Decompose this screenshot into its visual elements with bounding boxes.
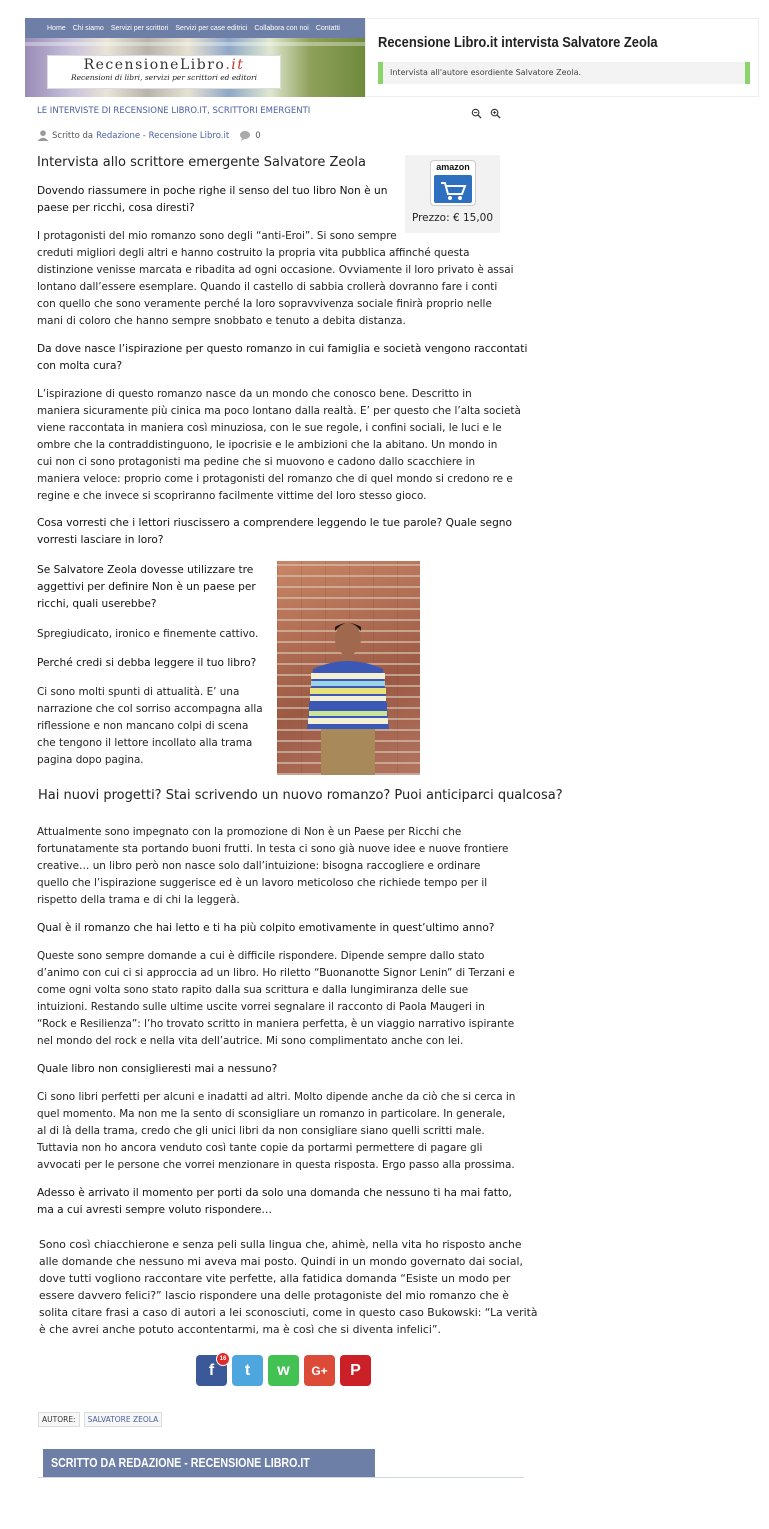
googleplus-icon: G+ [311, 1363, 328, 1378]
category-emergenti[interactable]: SCRITTORI EMERGENTI [212, 106, 311, 116]
zoom-out-icon[interactable] [471, 108, 482, 119]
answer-9: Sono così chiacchierone e senza peli sulla lingua che, ahimè, nella vita ho risposto anche alle domande che nessuno mi aveva mai posto. Quindi in un mondo governato dai social, dove tutti vogliono raccontare vite perfette, alla fatidica domanda “Esiste un modo per essere davvero felici?” lascio rispondere una delle protagoniste del mio romanzo che è solita citare frasi a caso di autori a lei sconosciuti, come in questo caso Bukowski: “La verità è che avrei anche potuto accontentarmi, ma è così che si diventa infelici”. [39, 1238, 538, 1336]
author-row [37, 130, 261, 141]
comment-count[interactable]: 0 [255, 130, 261, 141]
banner-decoration [25, 42, 365, 46]
headline-strip [378, 62, 750, 84]
written-by-label: Scritto da [52, 130, 94, 141]
logo-ext: .it [225, 57, 245, 73]
question-7: Qual è il romanzo che hai letto e ti ha più colpito emotivamente in quest’ultimo anno? [37, 922, 495, 934]
article-title: Intervista allo scrittore emergente Salvatore Zeola [37, 155, 366, 170]
author-box [38, 1449, 524, 1478]
googleplus-share-button[interactable] [304, 1355, 335, 1386]
category-separator: , [207, 106, 213, 116]
category-links [37, 106, 310, 116]
whatsapp-share-button[interactable] [268, 1355, 299, 1386]
amazon-label: amazon [436, 162, 470, 172]
question-2: Da dove nasce l’ispirazione per questo romanzo in cui famiglia e società vengono raccontati con molta cura? [37, 343, 528, 372]
question-8: Quale libro non consiglieresti mai a nessuno? [37, 1063, 278, 1075]
logo-tagline: Recensioni di libri, servizi per scrittori ed editori [70, 73, 258, 82]
share-count-badge: 16 [216, 1352, 230, 1366]
twitter-icon: t [244, 1361, 251, 1379]
header-banner [25, 18, 365, 97]
nav-item-servizi-scrittori[interactable]: Servizi per scrittori [110, 24, 169, 32]
author-box-title[interactable] [43, 1449, 375, 1477]
answer-5: Ci sono molti spunti di attualità. E’ una narrazione che col sorriso accompagna alla riflessione e non mancano colpi di scena che tengono il lettore incollato alla trama pagina dopo pagina. [37, 686, 263, 766]
facebook-share-button[interactable] [196, 1355, 227, 1386]
zoom-in-icon[interactable] [490, 108, 501, 119]
question-5: Perché credi si debba leggere il tuo libro? [37, 657, 257, 669]
twitter-share-button[interactable] [232, 1355, 263, 1386]
site-logo[interactable] [47, 55, 281, 89]
amazon-logo[interactable] [430, 160, 476, 206]
pinterest-icon: P [350, 1361, 361, 1379]
headline-box [365, 18, 759, 97]
top-nav [25, 18, 365, 38]
nav-item-home[interactable]: Home [47, 24, 66, 32]
pinterest-share-button[interactable] [340, 1355, 371, 1386]
question-4: Se Salvatore Zeola dovesse utilizzare tre aggettivi per definire Non è un paese per ricchi, quali userebbe? [37, 564, 256, 610]
logo-title [48, 57, 280, 73]
whatsapp-icon: w [277, 1361, 290, 1379]
price-label: Prezzo: € 15,00 [411, 212, 494, 224]
headline-subtitle: Intervista all'autore esordiente Salvatore Zeola. [390, 68, 582, 77]
tags-label: AUTORE: [38, 1412, 80, 1427]
answer-2: L’ispirazione di questo romanzo nasce da un mondo che conosco bene. Descritto in maniera sicuramente più cinica ma poco lontano dalla realtà. E’ per questo che l’alta società viene raccontata in maniera così minuziosa, con le sue regole, i confini sociali, le luci e le ombre che la contraddistinguono, le ipocrisie e le ambizioni che la abitano. Un mondo in cui non ci sono protagonisti ma pedine che si muovono e cadono dallo scacchiere in maniera veloce: proprio come i protagonisti del romanzo che di quel mondo si credono re e regine e che invece si scopriranno facilmente vittime del loro stesso gioco. [37, 388, 521, 502]
author-box-title-text: SCRITTO DA REDAZIONE - RECENSIONE LIBRO.IT [51, 1455, 310, 1470]
answer-6: Attualmente sono impegnato con la promozione di Non è un Paese per Ricchi che fortunatamente sta portando buoni frutti. In testa ci sono già nuove idee e nuove frontiere creative… un libro però non nasce solo dall’intuizione: bisogna raccogliere e ordinare quello che l’ispirazione suggerisce ed è un lavoro meticoloso che richiede tempo per il rispetto della trama e di chi la leggerà. [37, 826, 509, 906]
author-photo [277, 561, 420, 775]
question-3: Cosa vorresti che i lettori riuscissero a comprendere leggendo le tue parole? Quale segno vorresti lasciare in loro? [37, 517, 512, 546]
nav-item-chi-siamo[interactable]: Chi siamo [72, 24, 104, 32]
answer-1: I protagonisti del mio romanzo sono degli “anti-Eroi”. Si sono sempre creduti migliori degli altri e hanno costruito la propria vita pubblica affinché questa distinzione venisse marcata e ribadita ad ogni occasione. Ovviamente il loro privato è assai lontano dall’essere esemplare. Quando il castello di sabbia crollerà dovranno fare i conti con quello che sono veramente perché la loro sopravvivenza sociale finirà proprio nelle mani di coloro che hanno sempre snobbato e tenuto a debita distanza. [37, 230, 514, 327]
headline-title: Recensione Libro.it intervista Salvatore Zeola [378, 34, 658, 51]
nav-item-contatti[interactable]: Contatti [315, 24, 340, 32]
comment-icon[interactable] [232, 130, 252, 141]
facebook-icon: f [208, 1361, 215, 1379]
answer-4: Spregiudicato, ironico e finemente cattivo. [37, 628, 259, 640]
tags-row [38, 1412, 162, 1427]
answer-8: Ci sono libri perfetti per alcuni e inadatti ad altri. Molto dipende anche da ciò che si cerca in quel momento. Ma non me la sento di sconsigliare un romanzo in particolare. In generale, al di là della trama, credo che gli unici libri da non consigliare siano quelli scritti male. Tuttavia non ho ancora venduto così tante copie da portarmi permettere di pagare gli avvocati per le persone che vorrei menzionare in questa risposta. Ergo passo alla prossima. [37, 1091, 516, 1171]
question-1: Dovendo riassumere in poche righe il senso del tuo libro Non è un paese per ricchi, cosa diresti? [37, 185, 388, 214]
share-bar [196, 1355, 371, 1386]
amazon-box[interactable] [405, 155, 500, 233]
question-6: Hai nuovi progetti? Stai scrivendo un nuovo romanzo? Puoi anticiparci qualcosa? [38, 788, 563, 803]
question-9: Adesso è arrivato il momento per porti da solo una domanda che nessuno ti ha mai fatto, ma a cui avresti sempre voluto rispondere… [37, 1187, 512, 1216]
author-figure [299, 617, 397, 775]
nav-item-servizi-editrici[interactable]: Servizi per case editrici [175, 24, 248, 32]
cart-icon [434, 175, 472, 203]
tag-salvatore-zeola[interactable]: SALVATORE ZEOLA [84, 1412, 163, 1427]
author-link[interactable]: Redazione - Recensione Libro.it [96, 130, 230, 141]
category-interviste[interactable]: LE INTERVISTE DI RECENSIONE LIBRO.IT [37, 106, 208, 116]
user-icon [37, 130, 49, 141]
nav-item-collabora[interactable]: Collabora con noi [254, 24, 309, 32]
logo-name: RecensioneLibro [83, 57, 226, 73]
answer-7: Queste sono sempre domande a cui è difficile rispondere. Dipende sempre dallo stato d’animo con cui ci si approccia ad un libro. Ho riletto “Buonanotte Signor Lenin” di Terzani e come ogni volta sono stato rapito dalla sua scrittura e dalla lungimiranza delle sue intuizioni. Restando sulle ultime uscite vorrei segnalare il racconto di Paola Maugeri in “Rock e Resilienza”: l’ho trovato scritto in maniera perfetta, è un viaggio narrativo ispirante nel mondo del rock e nella vita dell’autrice. Mi sono complimentato anche con lei. [37, 950, 515, 1047]
